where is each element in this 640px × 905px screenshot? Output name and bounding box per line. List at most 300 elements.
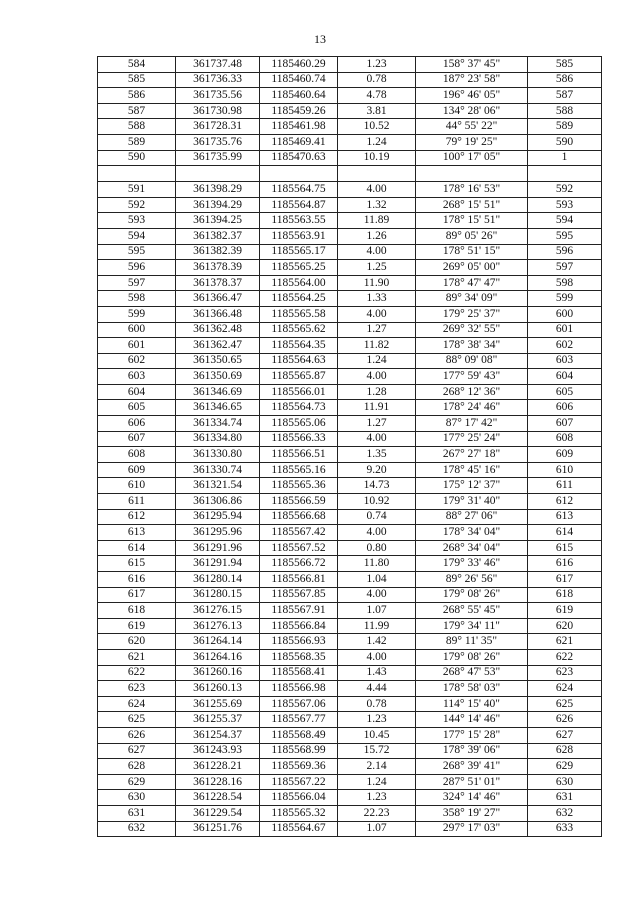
cell-next-point: 609 xyxy=(528,447,602,463)
cell-next-point: 604 xyxy=(528,369,602,385)
cell-x-coordinate: 361366.48 xyxy=(176,306,260,322)
cell-point-number: 605 xyxy=(98,400,176,416)
cell-next-point: 593 xyxy=(528,197,602,213)
cell-bearing: 267° 27' 18" xyxy=(416,447,528,463)
cell-y-coordinate: 1185567.42 xyxy=(260,525,338,541)
cell-bearing: 87° 17' 42" xyxy=(416,416,528,432)
cell-distance: 4.00 xyxy=(338,431,416,447)
cell-x-coordinate: 361264.16 xyxy=(176,649,260,665)
cell-next-point: 629 xyxy=(528,759,602,775)
cell-bearing: 179° 31' 40" xyxy=(416,494,528,510)
cell-next-point: 610 xyxy=(528,462,602,478)
cell-y-coordinate: 1185566.68 xyxy=(260,509,338,525)
table-row xyxy=(98,774,602,790)
table-row xyxy=(98,182,602,198)
table-row xyxy=(98,494,602,510)
cell-point-number: 619 xyxy=(98,618,176,634)
cell-x-coordinate: 361280.15 xyxy=(176,587,260,603)
cell-bearing: 89° 05' 26" xyxy=(416,228,528,244)
cell-next-point: 626 xyxy=(528,712,602,728)
cell-bearing: 114° 15' 40" xyxy=(416,696,528,712)
cell-y-coordinate: 1185460.64 xyxy=(260,88,338,104)
cell-y-coordinate: 1185565.06 xyxy=(260,416,338,432)
table-row xyxy=(98,369,602,385)
table-row xyxy=(98,634,602,650)
cell-next-point: 630 xyxy=(528,774,602,790)
cell-bearing xyxy=(416,166,528,182)
cell-y-coordinate: 1185566.51 xyxy=(260,447,338,463)
cell-y-coordinate: 1185564.00 xyxy=(260,275,338,291)
cell-bearing: 134° 28' 06" xyxy=(416,103,528,119)
table-row xyxy=(98,572,602,588)
cell-y-coordinate: 1185566.84 xyxy=(260,618,338,634)
cell-bearing: 178° 47' 47" xyxy=(416,275,528,291)
cell-y-coordinate: 1185565.87 xyxy=(260,369,338,385)
cell-distance: 10.19 xyxy=(338,150,416,166)
cell-y-coordinate: 1185568.99 xyxy=(260,743,338,759)
cell-distance: 10.45 xyxy=(338,727,416,743)
table-row xyxy=(98,166,602,182)
table-row xyxy=(98,322,602,338)
cell-point-number: 590 xyxy=(98,150,176,166)
cell-y-coordinate: 1185568.35 xyxy=(260,649,338,665)
cell-bearing: 179° 08' 26" xyxy=(416,649,528,665)
cell-distance: 1.32 xyxy=(338,197,416,213)
cell-x-coordinate: 361378.39 xyxy=(176,260,260,276)
cell-x-coordinate: 361295.94 xyxy=(176,509,260,525)
cell-next-point: 603 xyxy=(528,353,602,369)
table-row xyxy=(98,743,602,759)
cell-distance: 1.27 xyxy=(338,322,416,338)
cell-bearing: 324° 14' 46" xyxy=(416,790,528,806)
cell-y-coordinate: 1185567.52 xyxy=(260,540,338,556)
cell-x-coordinate: 361394.25 xyxy=(176,213,260,229)
cell-x-coordinate: 361735.76 xyxy=(176,134,260,150)
cell-distance xyxy=(338,166,416,182)
cell-y-coordinate: 1185568.49 xyxy=(260,727,338,743)
cell-bearing: 179° 08' 26" xyxy=(416,587,528,603)
cell-x-coordinate: 361366.47 xyxy=(176,291,260,307)
cell-bearing: 178° 39' 06" xyxy=(416,743,528,759)
cell-next-point: 614 xyxy=(528,525,602,541)
cell-x-coordinate: 361229.54 xyxy=(176,805,260,821)
cell-x-coordinate: 361276.13 xyxy=(176,618,260,634)
cell-distance: 1.25 xyxy=(338,260,416,276)
cell-distance: 11.91 xyxy=(338,400,416,416)
cell-x-coordinate: 361260.16 xyxy=(176,665,260,681)
cell-next-point: 600 xyxy=(528,306,602,322)
cell-next-point: 595 xyxy=(528,228,602,244)
cell-y-coordinate: 1185564.25 xyxy=(260,291,338,307)
cell-y-coordinate: 1185564.75 xyxy=(260,182,338,198)
cell-point-number: 621 xyxy=(98,649,176,665)
table-row xyxy=(98,57,602,73)
cell-bearing: 100° 17' 05" xyxy=(416,150,528,166)
cell-x-coordinate: 361728.31 xyxy=(176,119,260,135)
table-row xyxy=(98,134,602,150)
cell-next-point: 624 xyxy=(528,681,602,697)
table-row xyxy=(98,291,602,307)
table-row xyxy=(98,431,602,447)
cell-bearing: 177° 15' 28" xyxy=(416,727,528,743)
cell-y-coordinate: 1185565.36 xyxy=(260,478,338,494)
cell-distance: 1.23 xyxy=(338,712,416,728)
cell-bearing: 179° 34' 11" xyxy=(416,618,528,634)
cell-y-coordinate: 1185565.32 xyxy=(260,805,338,821)
cell-x-coordinate: 361394.29 xyxy=(176,197,260,213)
cell-x-coordinate: 361254.37 xyxy=(176,727,260,743)
cell-distance: 0.80 xyxy=(338,540,416,556)
cell-next-point: 625 xyxy=(528,696,602,712)
cell-next-point xyxy=(528,166,602,182)
cell-next-point: 633 xyxy=(528,821,602,837)
cell-next-point: 599 xyxy=(528,291,602,307)
cell-distance: 4.00 xyxy=(338,525,416,541)
cell-bearing: 177° 25' 24" xyxy=(416,431,528,447)
cell-next-point: 628 xyxy=(528,743,602,759)
cell-point-number: 587 xyxy=(98,103,176,119)
cell-bearing: 177° 59' 43" xyxy=(416,369,528,385)
cell-distance: 1.24 xyxy=(338,134,416,150)
cell-y-coordinate: 1185569.36 xyxy=(260,759,338,775)
cell-next-point: 585 xyxy=(528,57,602,73)
cell-x-coordinate: 361730.98 xyxy=(176,103,260,119)
coordinates-table-body xyxy=(98,57,602,837)
cell-distance: 0.78 xyxy=(338,696,416,712)
cell-next-point: 615 xyxy=(528,540,602,556)
table-row xyxy=(98,353,602,369)
coordinates-table xyxy=(97,56,602,837)
cell-y-coordinate: 1185564.67 xyxy=(260,821,338,837)
cell-distance: 1.35 xyxy=(338,447,416,463)
cell-bearing: 268° 39' 41" xyxy=(416,759,528,775)
table-row xyxy=(98,759,602,775)
cell-y-coordinate: 1185563.55 xyxy=(260,213,338,229)
cell-bearing: 268° 34' 04" xyxy=(416,540,528,556)
cell-y-coordinate: 1185566.04 xyxy=(260,790,338,806)
cell-x-coordinate: 361260.13 xyxy=(176,681,260,697)
table-row xyxy=(98,197,602,213)
cell-distance: 10.92 xyxy=(338,494,416,510)
cell-bearing: 178° 16' 53" xyxy=(416,182,528,198)
cell-distance: 10.52 xyxy=(338,119,416,135)
cell-point-number: 585 xyxy=(98,72,176,88)
cell-next-point: 607 xyxy=(528,416,602,432)
cell-point-number: 596 xyxy=(98,260,176,276)
table-row xyxy=(98,665,602,681)
cell-point-number: 622 xyxy=(98,665,176,681)
cell-distance: 4.00 xyxy=(338,182,416,198)
cell-bearing: 297° 17' 03" xyxy=(416,821,528,837)
cell-x-coordinate: 361243.93 xyxy=(176,743,260,759)
cell-point-number: 612 xyxy=(98,509,176,525)
cell-x-coordinate: 361362.47 xyxy=(176,338,260,354)
cell-y-coordinate: 1185565.25 xyxy=(260,260,338,276)
cell-next-point: 623 xyxy=(528,665,602,681)
cell-point-number: 628 xyxy=(98,759,176,775)
table-row xyxy=(98,260,602,276)
cell-next-point: 589 xyxy=(528,119,602,135)
cell-y-coordinate: 1185568.41 xyxy=(260,665,338,681)
cell-x-coordinate: 361398.29 xyxy=(176,182,260,198)
cell-y-coordinate: 1185566.01 xyxy=(260,384,338,400)
cell-point-number: 629 xyxy=(98,774,176,790)
cell-y-coordinate: 1185565.62 xyxy=(260,322,338,338)
cell-bearing: 358° 19' 27" xyxy=(416,805,528,821)
cell-y-coordinate: 1185567.06 xyxy=(260,696,338,712)
cell-distance: 15.72 xyxy=(338,743,416,759)
cell-bearing: 144° 14' 46" xyxy=(416,712,528,728)
table-row xyxy=(98,790,602,806)
cell-bearing: 88° 09' 08" xyxy=(416,353,528,369)
cell-bearing: 269° 05' 00" xyxy=(416,260,528,276)
cell-point-number: 613 xyxy=(98,525,176,541)
cell-y-coordinate: 1185563.91 xyxy=(260,228,338,244)
cell-bearing: 89° 11' 35" xyxy=(416,634,528,650)
cell-bearing: 269° 32' 55" xyxy=(416,322,528,338)
cell-next-point: 631 xyxy=(528,790,602,806)
cell-x-coordinate: 361306.86 xyxy=(176,494,260,510)
cell-next-point: 598 xyxy=(528,275,602,291)
cell-bearing: 179° 33' 46" xyxy=(416,556,528,572)
cell-bearing: 175° 12' 37" xyxy=(416,478,528,494)
cell-bearing: 178° 45' 16" xyxy=(416,462,528,478)
cell-next-point: 606 xyxy=(528,400,602,416)
table-row xyxy=(98,618,602,634)
cell-distance: 11.80 xyxy=(338,556,416,572)
cell-distance: 1.04 xyxy=(338,572,416,588)
cell-next-point: 1 xyxy=(528,150,602,166)
cell-distance: 4.00 xyxy=(338,649,416,665)
cell-distance: 4.78 xyxy=(338,88,416,104)
table-row xyxy=(98,696,602,712)
table-row xyxy=(98,587,602,603)
cell-next-point: 619 xyxy=(528,603,602,619)
cell-point-number: 601 xyxy=(98,338,176,354)
cell-distance: 22.23 xyxy=(338,805,416,821)
cell-y-coordinate: 1185564.87 xyxy=(260,197,338,213)
cell-point-number: 620 xyxy=(98,634,176,650)
cell-bearing: 178° 58' 03" xyxy=(416,681,528,697)
cell-y-coordinate: 1185470.63 xyxy=(260,150,338,166)
table-row xyxy=(98,462,602,478)
table-row xyxy=(98,540,602,556)
table-row xyxy=(98,805,602,821)
cell-bearing: 196° 46' 05" xyxy=(416,88,528,104)
table-row xyxy=(98,712,602,728)
cell-x-coordinate: 361228.16 xyxy=(176,774,260,790)
cell-x-coordinate: 361382.39 xyxy=(176,244,260,260)
cell-distance: 4.00 xyxy=(338,587,416,603)
cell-next-point: 586 xyxy=(528,72,602,88)
cell-y-coordinate: 1185567.22 xyxy=(260,774,338,790)
table-row xyxy=(98,228,602,244)
cell-x-coordinate: 361255.69 xyxy=(176,696,260,712)
cell-bearing: 287° 51' 01" xyxy=(416,774,528,790)
cell-point-number: 626 xyxy=(98,727,176,743)
cell-point-number: 598 xyxy=(98,291,176,307)
table-row xyxy=(98,88,602,104)
cell-bearing: 187° 23' 58" xyxy=(416,72,528,88)
cell-y-coordinate: 1185566.93 xyxy=(260,634,338,650)
cell-y-coordinate: 1185565.58 xyxy=(260,306,338,322)
cell-bearing: 268° 12' 36" xyxy=(416,384,528,400)
cell-distance: 1.23 xyxy=(338,57,416,73)
cell-point-number: 592 xyxy=(98,197,176,213)
cell-next-point: 605 xyxy=(528,384,602,400)
cell-distance: 11.82 xyxy=(338,338,416,354)
cell-x-coordinate: 361362.48 xyxy=(176,322,260,338)
cell-point-number: 591 xyxy=(98,182,176,198)
cell-y-coordinate: 1185566.59 xyxy=(260,494,338,510)
cell-point-number: 632 xyxy=(98,821,176,837)
cell-distance: 9.20 xyxy=(338,462,416,478)
cell-x-coordinate: 361378.37 xyxy=(176,275,260,291)
cell-bearing: 178° 34' 04" xyxy=(416,525,528,541)
cell-y-coordinate: 1185565.16 xyxy=(260,462,338,478)
page-number: 13 xyxy=(314,32,326,46)
cell-x-coordinate: 361330.80 xyxy=(176,447,260,463)
cell-point-number: 608 xyxy=(98,447,176,463)
table-row xyxy=(98,306,602,322)
cell-bearing: 89° 26' 56" xyxy=(416,572,528,588)
cell-distance: 1.42 xyxy=(338,634,416,650)
cell-x-coordinate: 361735.56 xyxy=(176,88,260,104)
table-row xyxy=(98,72,602,88)
cell-distance: 4.00 xyxy=(338,369,416,385)
cell-x-coordinate: 361228.54 xyxy=(176,790,260,806)
cell-x-coordinate xyxy=(176,166,260,182)
cell-point-number: 616 xyxy=(98,572,176,588)
cell-y-coordinate: 1185564.35 xyxy=(260,338,338,354)
table-row xyxy=(98,478,602,494)
cell-x-coordinate: 361350.65 xyxy=(176,353,260,369)
cell-next-point: 608 xyxy=(528,431,602,447)
cell-distance: 3.81 xyxy=(338,103,416,119)
cell-distance: 4.00 xyxy=(338,306,416,322)
cell-y-coordinate: 1185566.81 xyxy=(260,572,338,588)
table-row xyxy=(98,447,602,463)
table-row xyxy=(98,821,602,837)
cell-next-point: 594 xyxy=(528,213,602,229)
cell-y-coordinate: 1185565.17 xyxy=(260,244,338,260)
cell-x-coordinate: 361350.69 xyxy=(176,369,260,385)
cell-bearing: 79° 19' 25" xyxy=(416,134,528,150)
cell-distance: 4.00 xyxy=(338,244,416,260)
cell-distance: 11.99 xyxy=(338,618,416,634)
table-row xyxy=(98,119,602,135)
cell-x-coordinate: 361295.96 xyxy=(176,525,260,541)
cell-distance: 1.28 xyxy=(338,384,416,400)
cell-next-point: 592 xyxy=(528,182,602,198)
cell-point-number: 610 xyxy=(98,478,176,494)
cell-next-point: 616 xyxy=(528,556,602,572)
cell-distance: 14.73 xyxy=(338,478,416,494)
cell-bearing: 89° 34' 09" xyxy=(416,291,528,307)
cell-distance: 1.26 xyxy=(338,228,416,244)
table-row xyxy=(98,727,602,743)
cell-distance: 0.78 xyxy=(338,72,416,88)
cell-distance: 1.24 xyxy=(338,353,416,369)
cell-distance: 4.44 xyxy=(338,681,416,697)
cell-next-point: 612 xyxy=(528,494,602,510)
cell-point-number: 611 xyxy=(98,494,176,510)
cell-y-coordinate: 1185461.98 xyxy=(260,119,338,135)
cell-next-point: 587 xyxy=(528,88,602,104)
cell-point-number: 623 xyxy=(98,681,176,697)
cell-x-coordinate: 361276.15 xyxy=(176,603,260,619)
cell-point-number: 599 xyxy=(98,306,176,322)
cell-point-number: 588 xyxy=(98,119,176,135)
cell-bearing: 178° 38' 34" xyxy=(416,338,528,354)
cell-point-number: 584 xyxy=(98,57,176,73)
cell-next-point: 617 xyxy=(528,572,602,588)
cell-point-number: 624 xyxy=(98,696,176,712)
cell-y-coordinate: 1185566.72 xyxy=(260,556,338,572)
cell-y-coordinate: 1185459.26 xyxy=(260,103,338,119)
cell-x-coordinate: 361228.21 xyxy=(176,759,260,775)
cell-x-coordinate: 361382.37 xyxy=(176,228,260,244)
cell-x-coordinate: 361735.99 xyxy=(176,150,260,166)
cell-point-number: 604 xyxy=(98,384,176,400)
cell-x-coordinate: 361736.33 xyxy=(176,72,260,88)
cell-next-point: 597 xyxy=(528,260,602,276)
cell-point-number: 593 xyxy=(98,213,176,229)
cell-y-coordinate: 1185564.73 xyxy=(260,400,338,416)
cell-x-coordinate: 361346.65 xyxy=(176,400,260,416)
table-row xyxy=(98,103,602,119)
cell-bearing: 158° 37' 45" xyxy=(416,57,528,73)
cell-x-coordinate: 361255.37 xyxy=(176,712,260,728)
cell-x-coordinate: 361291.94 xyxy=(176,556,260,572)
table-row xyxy=(98,213,602,229)
cell-next-point: 622 xyxy=(528,649,602,665)
cell-point-number: 597 xyxy=(98,275,176,291)
cell-next-point: 632 xyxy=(528,805,602,821)
cell-x-coordinate: 361737.48 xyxy=(176,57,260,73)
cell-bearing: 178° 24' 46" xyxy=(416,400,528,416)
cell-bearing: 178° 15' 51" xyxy=(416,213,528,229)
cell-distance: 1.07 xyxy=(338,821,416,837)
cell-distance: 11.89 xyxy=(338,213,416,229)
cell-point-number: 627 xyxy=(98,743,176,759)
cell-next-point: 620 xyxy=(528,618,602,634)
cell-bearing: 178° 51' 15" xyxy=(416,244,528,260)
table-row xyxy=(98,603,602,619)
cell-point-number: 615 xyxy=(98,556,176,572)
table-row xyxy=(98,384,602,400)
cell-x-coordinate: 361251.76 xyxy=(176,821,260,837)
cell-point-number: 589 xyxy=(98,134,176,150)
cell-point-number: 630 xyxy=(98,790,176,806)
cell-next-point: 601 xyxy=(528,322,602,338)
cell-x-coordinate: 361334.74 xyxy=(176,416,260,432)
cell-next-point: 588 xyxy=(528,103,602,119)
table-row xyxy=(98,275,602,291)
cell-point-number: 594 xyxy=(98,228,176,244)
cell-distance: 1.27 xyxy=(338,416,416,432)
cell-y-coordinate: 1185567.85 xyxy=(260,587,338,603)
table-row xyxy=(98,681,602,697)
cell-point-number: 614 xyxy=(98,540,176,556)
cell-point-number: 631 xyxy=(98,805,176,821)
cell-next-point: 611 xyxy=(528,478,602,494)
cell-point-number: 602 xyxy=(98,353,176,369)
table-row xyxy=(98,556,602,572)
cell-distance: 1.24 xyxy=(338,774,416,790)
cell-next-point: 627 xyxy=(528,727,602,743)
cell-y-coordinate: 1185566.33 xyxy=(260,431,338,447)
